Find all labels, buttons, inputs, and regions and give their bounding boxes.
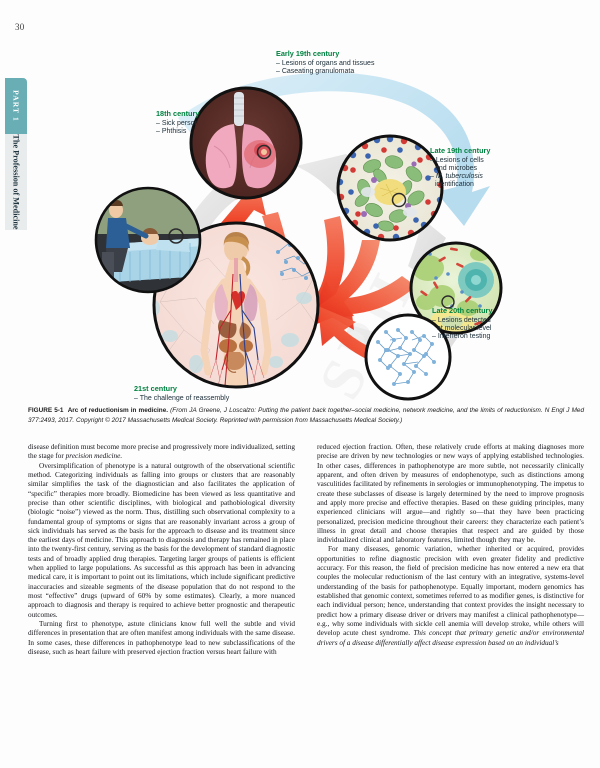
figure-illustration [28,40,584,405]
figure-circle-late-19th-century [337,136,444,240]
side-tab [5,78,27,230]
page-number: 30 [15,22,25,32]
label-item: – Lesions of organs and tissues [276,59,375,67]
label-item: – Sick person [156,119,199,127]
body-columns [28,443,584,753]
label-heading: Late 19th century [430,146,491,155]
paragraph [317,545,584,647]
label-item: – The challenge of reassembly [134,394,230,402]
label-item: – Interferon testing [432,333,491,341]
figure-label-early-19th-century [276,50,374,76]
caption-title: Arc of reductionism in medicine. [67,407,169,414]
left-column [28,443,295,753]
label-item: – Lesions of cells [430,156,484,164]
figure-caption [28,406,584,426]
figure-label-late-20th-century [432,307,492,341]
label-heading: 18th century [156,109,200,118]
paragraph: Turning first to phenotype, astute clinicians know full well the subtle and vivid differences in presentation that are often manifest among individuals with the same disease. In some cases, these differences in pathophenotype lead to new subclassifications of the disease, such as heart failure with preserved ejection fraction versus heart failure with [28,619,295,656]
label-heading: Late 20th century [432,306,493,315]
label-item: identification [435,181,474,189]
paragraph-italic-tail: This concept that primary genetic and/or environmental drivers of a disease differentially affect disease expression based on an individual’s [317,629,585,647]
label-item: and microbes [435,164,478,172]
side-tab-part-label [5,78,27,134]
figure-label-late-19th-century [430,147,490,190]
paragraph: reduced ejection fraction. Often, these relatively crude efforts at making diagnoses more precise are driven by new technologies or new ways of applying established technologies. In other cases, differences in pathophenotype are more subtle, not necessarily clinically apparent, and often driven by measures of endophenotype, such as distinctions among vasculitides facilitated by refinements in serologies or immunophenotyping. The impetus to create these subclasses of disease is largely determined by the need to improve prognosis and apply more precise and effective therapies. Based on these guiding principles, many experienced clinicians will argue—and rightly so—that they have been practicing personalized, precision medicine throughout their careers: they characterize each patient’s illness in great detail and choose therapies that respect and are guided by those individualized clinical and laboratory features, limited though they may be. [317,443,584,545]
caption-source: (From JA Greene, J Loscalzo: Putting the patient back together–social medicine, network medicine, and the limits of reductionism. N Engl J Med 377:2493, 2017. Copyright © 2017 Massachusetts Medical Society. Reprinted with permission from Massachusetts Medical Society.) [28,407,585,424]
label-heading: Early 19th century [276,49,340,58]
label-item-italic-species: – M. tuberculosis [430,173,483,181]
paragraph-text: For many diseases, genomic variation, whether inherited or acquired, provides opportunities to refine diagnostic precision with even greater fidelity and predictive accuracy. For this reason, the field of precision medicine has now entered a new era that couples the molecular reductionism of the last century with an integrative, systems-level understanding of the basis for pathophenotype. Equally important, modern genomics has established that genomic context, sometimes referred to as modifier genes, is distinctive for each individual person; hence, understanding that context provides the insight necessary to predict how a primary disease driver or drivers may manifest a clinical pathophenotype—e.g., why some individuals with sickle cell anemia will develop stroke, while others will develop acute chest syndrome. [317,545,584,638]
side-tab-section-title [5,134,27,230]
figure-label-21st-century [134,385,229,403]
section-title-text: The Profession of Medicine [11,134,21,230]
paragraph: Oversimplification of phenotype is a natural outgrowth of the observational scientific method. Categorizing individuals as falling into groups or clusters that are reasonably similar simplifies the task of the diagnostician and also facilitates the application of “specific” therapies more broadly. Biomedicine has been viewed as less quantitative and precise than other scientific disciplines, with biological and pathobiological diversity (biologic “noise”) viewed as the norm. Thus, distilling such observational complexity to a fundamental group of symptoms or signs that are reasonably invariant across a group of sick individuals has served as the basis for the approach to disease and its treatment since the earliest days of medicine. This approach to diagnosis and therapy has remained in place into the twenty-first century, serving as the basis for the development of standard diagnostic tests and of broadly applied drug therapies. Targeting larger groups of patients is efficient when applied to large populations. As successful as this approach has been in advancing medical care, it is important to point out its limitations, which include significant predictive inaccuracies and sizeable segments of the disease population that do not respond to the most “effective” drugs (upward of 60% by some estimates). Clearly, a more nuanced approach to diagnosis and therapy is required to achieve better prognostic and therapeutic outcomes. [28,461,295,619]
figure-label-18th-century [156,110,199,136]
label-item: – Lesions detected [432,316,491,324]
right-column [317,443,584,753]
label-item: – Phthisis [156,127,187,135]
label-heading: 21st century [134,384,177,393]
figure-circle-early-19th-century [191,88,301,198]
label-item: at molecular level [437,324,492,332]
figure-5-1 [28,40,584,405]
caption-number: FIGURE 5-1 [28,407,64,414]
label-item: – Caseating granulomata [276,67,355,75]
paragraph: disease definition must become more precise and progressively more individualized, setting the stage for precision medicine. [28,443,295,461]
part-label-text: PART 1 [11,90,21,122]
